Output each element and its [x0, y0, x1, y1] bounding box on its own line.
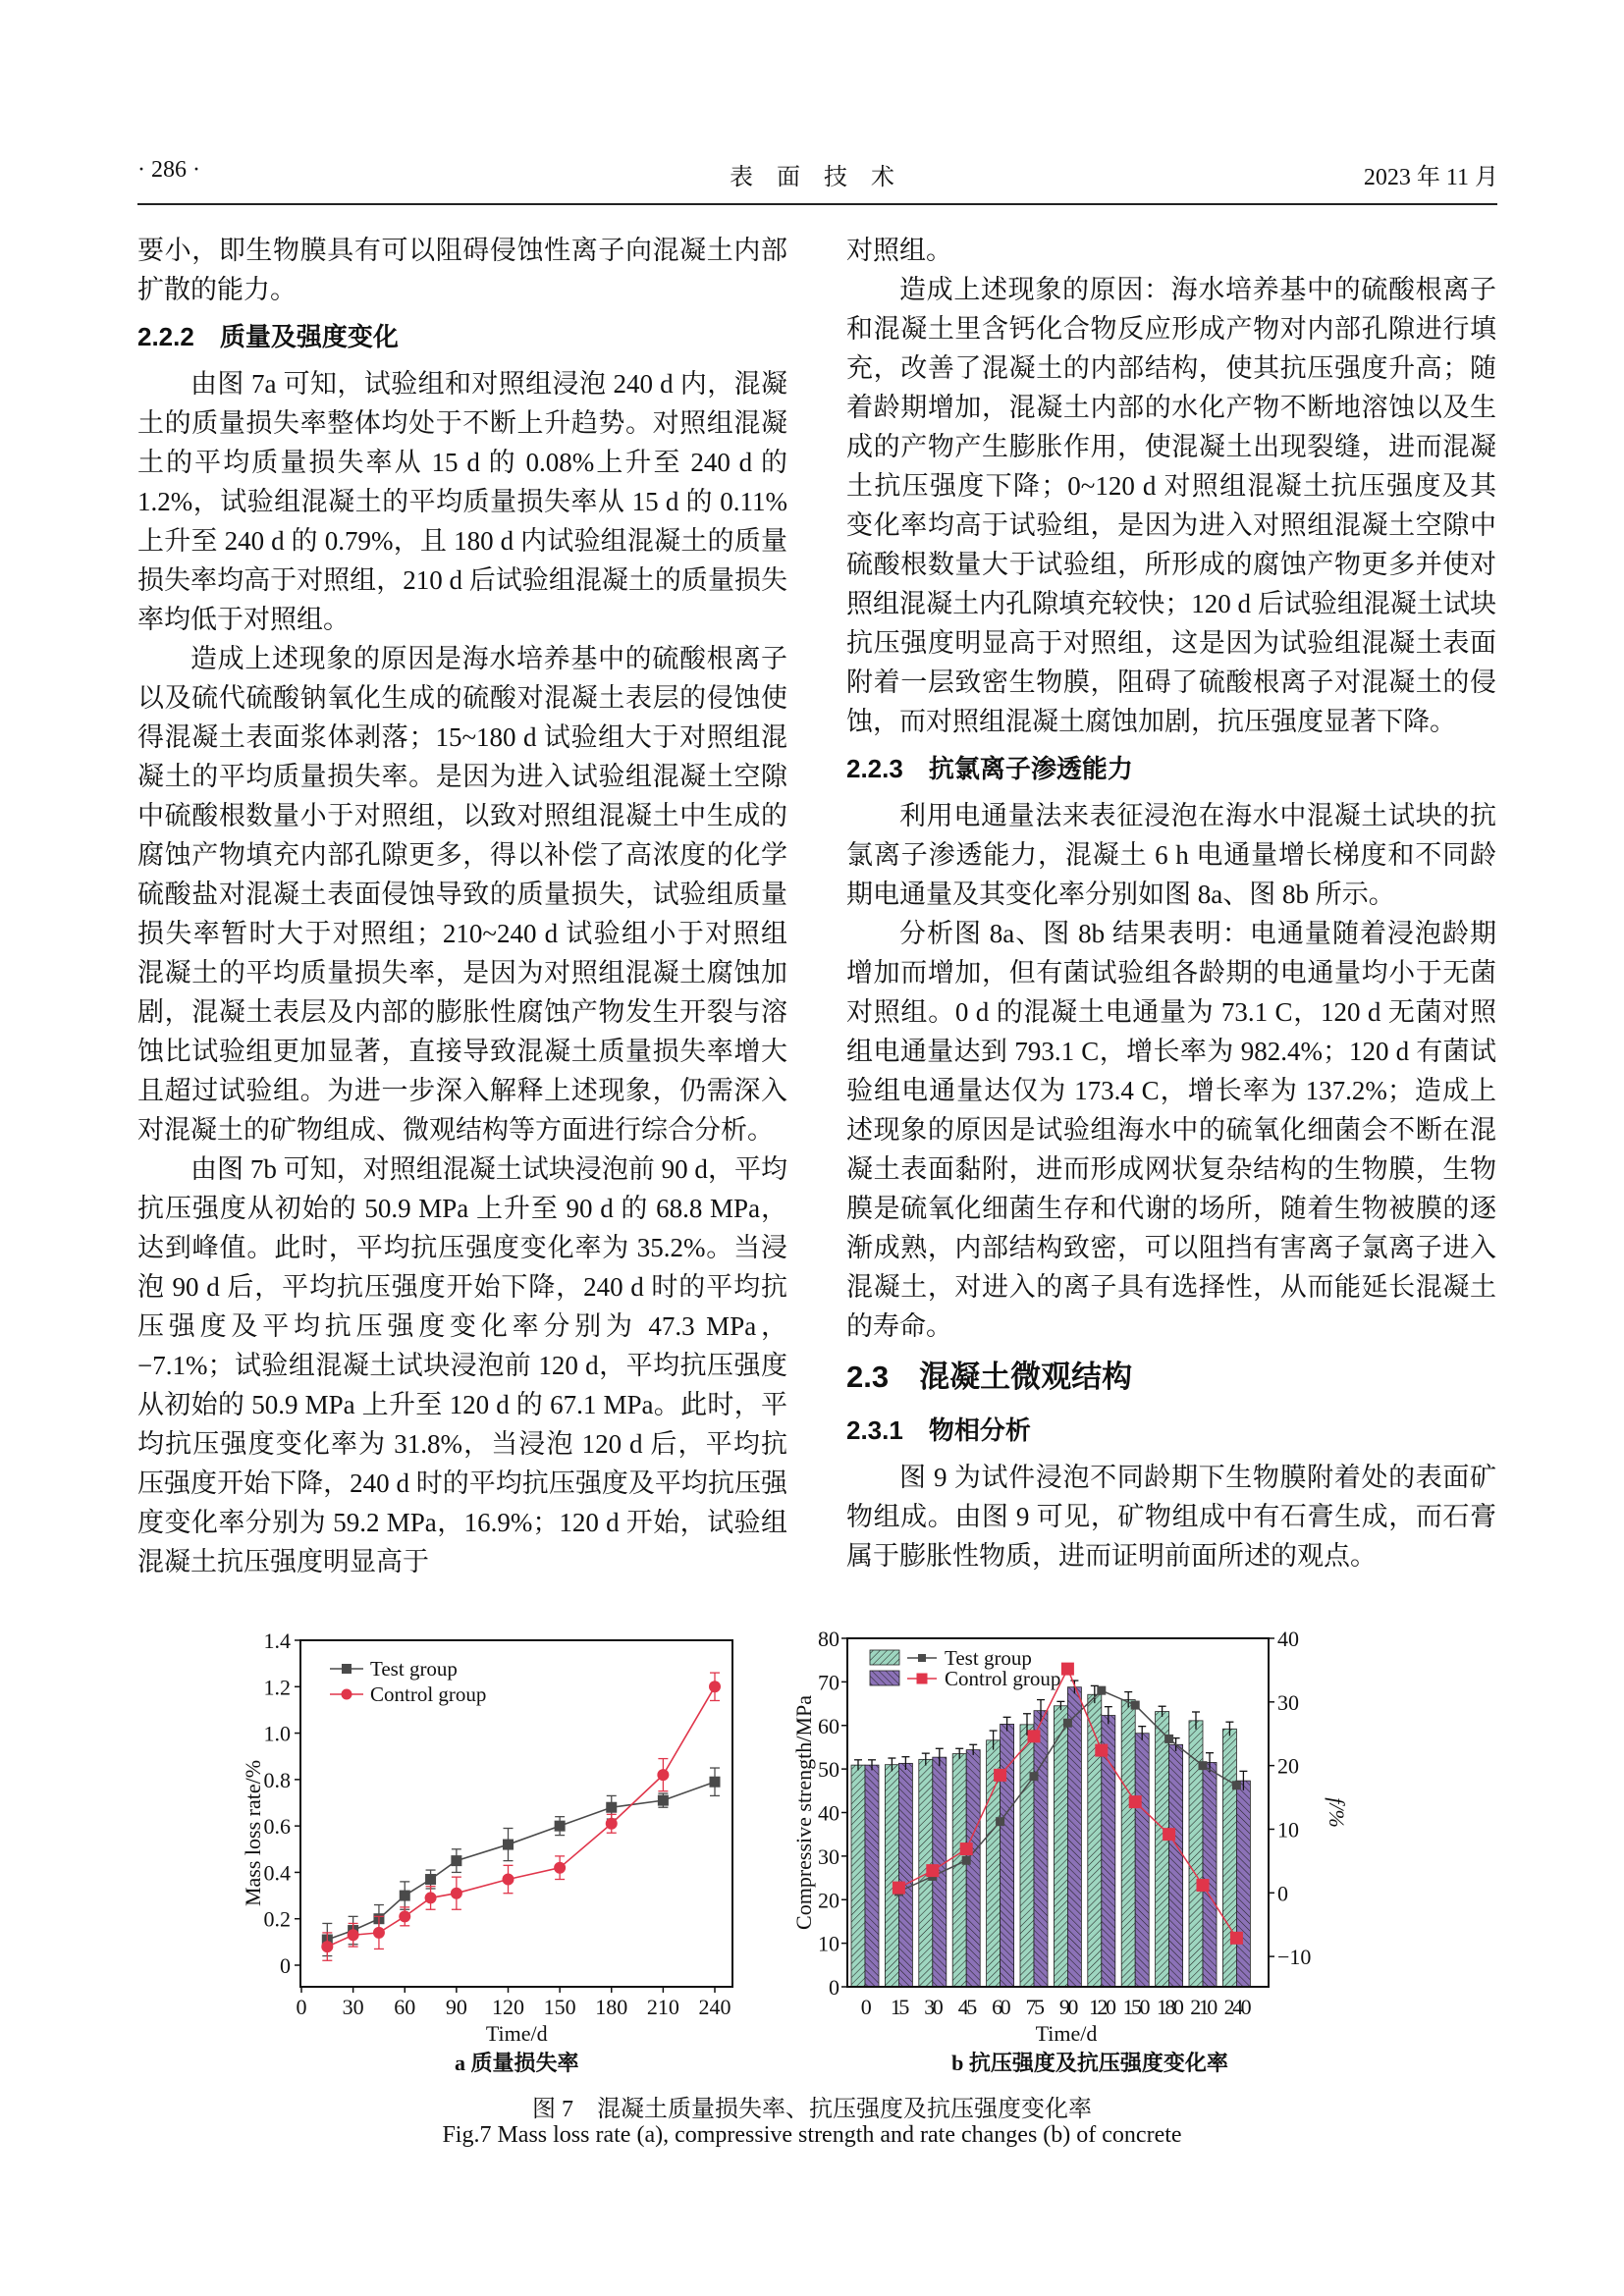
data-point	[606, 1802, 617, 1813]
y2-tick-label: 0	[1277, 1881, 1288, 1906]
x-tick-label: 210	[646, 1995, 679, 2019]
x-tick-label: 150	[1122, 1995, 1148, 2019]
y-axis-label: Mass loss rate/%	[241, 1759, 265, 1907]
data-point	[348, 1929, 359, 1941]
data-point	[503, 1874, 514, 1886]
x-tick-label: 45	[957, 1995, 975, 2019]
y-tick-label: 0.8	[263, 1767, 291, 1792]
issue-date: 2023 年 11 月	[1363, 165, 1498, 190]
bar-test	[1121, 1700, 1135, 1987]
rate-point	[1163, 1828, 1175, 1841]
data-point	[425, 1892, 437, 1903]
legend-marker	[342, 1689, 352, 1700]
right-column	[846, 231, 1496, 1575]
y-tick-label: 0.2	[263, 1906, 291, 1932]
rate-point	[1199, 1761, 1208, 1770]
rate-point	[1061, 1663, 1074, 1676]
y-tick-label: 0	[829, 1975, 839, 2000]
compressive-strength-chart	[785, 1620, 1384, 2081]
legend-patch	[870, 1671, 899, 1685]
bar-test	[885, 1765, 898, 1987]
subcaption: a 质量损失率	[455, 2051, 579, 2075]
bar-test	[851, 1765, 865, 1987]
x-tick-label: 0	[860, 1995, 870, 2019]
y-tick-label: 1.0	[263, 1721, 291, 1746]
rate-point	[1095, 1744, 1108, 1757]
series-line-test	[327, 1782, 715, 1940]
x-axis-label: Time/d	[485, 2021, 548, 2046]
data-point	[321, 1941, 333, 1952]
x-tick-label: 15	[890, 1995, 907, 2019]
x-tick-label: 120	[1089, 1995, 1114, 2019]
data-point	[710, 1777, 721, 1788]
y-tick-label: 1.2	[263, 1675, 291, 1700]
rate-point	[1197, 1879, 1210, 1892]
bar-control	[898, 1763, 912, 1987]
bar-test	[952, 1754, 966, 1987]
bar-test	[1222, 1729, 1236, 1987]
data-point	[503, 1840, 514, 1850]
data-point	[451, 1855, 461, 1866]
bar-control	[1203, 1762, 1217, 1987]
data-point	[554, 1862, 566, 1874]
x-tick-label: 210	[1190, 1995, 1216, 2019]
data-point	[658, 1795, 669, 1806]
y2-tick-label: 10	[1277, 1817, 1299, 1842]
data-point	[606, 1818, 618, 1830]
rate-point	[1232, 1781, 1241, 1789]
legend-patch	[870, 1650, 899, 1665]
legend-label: Test group	[370, 1657, 458, 1681]
rate-point	[1028, 1730, 1041, 1742]
paragraph: 造成上述现象的原因：海水培养基中的硫酸根离子和混凝土里含钙化合物反应形成产物对内部孔隙进行填充，改善了混凝土的内部结构，使其抗压强度升高；随着龄期增加，混凝土内部的水化产物不断地溶蚀以及生成的产物产生膨胀作用，使混凝土出现裂缝，进而混凝土抗压强度下降；0~120 d 对照组混凝土抗压强度及其变化率均高于试验组，是因为进入对照组混凝土空隙中硫酸根数量大于试验组，所形成的腐蚀产物更多并使对照组混凝土内孔隙填充较快；120 d 后试验组混凝土试块抗压强度明显高于对照组，这是因为试验组混凝土表面附着一层致密生物膜，阻碍了硫酸根离子对混凝土的侵蚀，而对照组混凝土腐蚀加剧，抗压强度显著下降。	[846, 275, 1496, 736]
rate-point	[1097, 1686, 1106, 1695]
bar-control	[1236, 1781, 1250, 1987]
bar-control	[1169, 1744, 1183, 1987]
x-tick-label: 180	[595, 1995, 628, 2019]
y2-tick-label: 30	[1277, 1689, 1299, 1715]
bar-control	[1034, 1711, 1048, 1987]
data-point	[657, 1769, 669, 1781]
section-heading-2-2-3: 2.2.3 抗氯离子渗透能力	[846, 754, 1133, 783]
paragraph: 利用电通量法来表征浸泡在海水中混凝土试块的抗氯离子渗透能力，混凝土 6 h 电通量增长梯度和不同龄期电通量及其变化率分别如图 8a、图 8b 所示。	[846, 801, 1496, 909]
paragraph: 图 9 为试件浸泡不同龄期下生物膜附着处的表面矿物组成。由图 9 可见，矿物组成中有石膏生成，而石膏属于膨胀性物质，进而证明前面所述的观点。	[846, 1463, 1496, 1571]
y-tick-label: 0.4	[263, 1860, 291, 1886]
data-point	[373, 1927, 385, 1939]
y2-axis-label: f/%	[1325, 1797, 1349, 1828]
rate-point	[994, 1769, 1006, 1782]
x-tick-label: 60	[394, 1995, 416, 2019]
legend-marker	[918, 1654, 926, 1662]
x-tick-label: 90	[1058, 1995, 1076, 2019]
series-line-control	[327, 1686, 715, 1947]
rate-point	[1164, 1735, 1173, 1743]
plot-frame	[300, 1640, 732, 1987]
bar-control	[1001, 1724, 1014, 1987]
legend-label: Control group	[370, 1682, 487, 1706]
y-tick-label: 0.6	[263, 1814, 291, 1840]
paragraph: 造成上述现象的原因是海水培养基中的硫酸根离子以及硫代硫酸钠氧化生成的硫酸对混凝土表层的侵蚀使得混凝土表面浆体剥落；15~180 d 试验组大于对照组混凝土的平均质量损失率。是因为进入试验组混凝土空隙中硫酸根数量小于对照组，以致对照组混凝土中生成的腐蚀产物填充内部孔隙更多，得以补偿了高浓度的化学硫酸盐对混凝土表面侵蚀导致的质量损失，试验组质量损失率暂时大于对照组；210~240 d 试验组小于对照组混凝土的平均质量损失率，是因为对照组混凝土腐蚀加剧，混凝土表层及内部的膨胀性腐蚀产物发生开裂与溶蚀比试验组更加显著，直接导致混凝土质量损失率增大且超过试验组。为进一步深入解释上述现象，仍需深入对混凝土的矿物组成、微观结构等方面进行综合分析。	[137, 644, 787, 1145]
x-tick-label: 60	[992, 1995, 1009, 2019]
header-rule	[137, 203, 1497, 205]
y-axis-label: Compressive strength/MPa	[791, 1695, 816, 1930]
subcaption: b 抗压强度及抗压强度变化率	[951, 2051, 1228, 2075]
x-tick-label: 90	[445, 1995, 467, 2019]
section-heading-2-2-2: 2.2.2 质量及强度变化	[137, 322, 399, 351]
x-tick-label: 180	[1156, 1995, 1182, 2019]
data-point	[425, 1874, 436, 1885]
bar-control	[966, 1750, 980, 1987]
y2-tick-label: 40	[1277, 1627, 1299, 1651]
y-tick-label: 50	[818, 1757, 839, 1783]
legend-label: Test group	[945, 1646, 1032, 1670]
left-column	[137, 231, 787, 1581]
paragraph: 由图 7b 可知，对照组混凝土试块浸泡前 90 d，平均抗压强度从初始的 50.9 MPa 上升至 90 d 的 68.8 MPa，达到峰值。此时，平均抗压强度变化率为 35.2%。当浸泡 90 d 后，平均抗压强度开始下降，240 d 时的平均抗压强度及平均抗压强度变化率分别为 47.3 MPa，−7.1%；试验组混凝土试块浸泡前 120 d，平均抗压强度从初始的 50.9 MPa 上升至 120 d 的 67.1 MPa。此时，平均抗压强度变化率为 31.8%，当浸泡 120 d 后，平均抗压强度开始下降，240 d 时的平均抗压强度及平均抗压强度变化率分别为 59.2 MPa，16.9%；120 d 开始，试验组混凝土抗压强度明显高于	[137, 1154, 787, 1576]
x-tick-label: 240	[1223, 1995, 1250, 2019]
rate-point	[926, 1864, 939, 1877]
legend-marker	[917, 1674, 928, 1684]
rate-point	[1131, 1701, 1140, 1710]
data-point	[400, 1891, 410, 1901]
section-heading-2-3-1: 2.3.1 物相分析	[846, 1415, 1031, 1445]
legend-marker	[342, 1664, 352, 1674]
paragraph: 对照组。	[846, 236, 952, 265]
paragraph: 由图 7a 可知，试验组和对照组浸泡 240 d 内，混凝土的质量损失率整体均处于不断上升趋势。对照组混凝土的平均质量损失率从 15 d 的 0.08%上升至 240 d 的 1.2%，试验组混凝土的平均质量损失率从 15 d 的 0.11%上升至 240 d 的 0.79%，且 180 d 内试验组混凝土的质量损失率均高于对照组，210 d 后试验组混凝土的质量损失率均低于对照组。	[137, 369, 787, 634]
bar-control	[1067, 1687, 1081, 1987]
data-point	[555, 1821, 566, 1832]
page-number: · 286 ·	[137, 157, 200, 183]
y-tick-label: 40	[818, 1800, 839, 1826]
bar-control	[1135, 1734, 1149, 1987]
rate-point	[1129, 1795, 1142, 1808]
journal-title: 表 面 技 术	[730, 165, 894, 190]
x-tick-label: 75	[1025, 1995, 1043, 2019]
x-tick-label: 30	[924, 1995, 942, 2019]
y-tick-label: 80	[818, 1627, 839, 1651]
data-point	[451, 1888, 462, 1899]
y-tick-label: 0	[280, 1953, 291, 1978]
y2-tick-label: −10	[1277, 1945, 1312, 1970]
x-tick-label: 120	[492, 1995, 524, 2019]
y-tick-label: 1.4	[263, 1629, 291, 1653]
paragraph: 分析图 8a、图 8b 结果表明：电通量随着浸泡龄期增加而增加，但有菌试验组各龄期的电通量均小于无菌对照组。0 d 的混凝土电通量为 73.1 C，120 d 无菌对照组电通量达到 793.1 C，增长率为 982.4%；120 d 有菌试验组电通量达仅为 173.4 C，增长率为 137.2%；造成上述现象的原因是试验组海水中的硫氧化细菌会不断在混凝土表面黏附，进而形成网状复杂结构的生物膜，生物膜是硫氧化细菌生存和代谢的场所，随着生物被膜的逐渐成熟，内部结构致密，可以阻挡有害离子氯离子进入混凝土，对进入的离子具有选择性，从而能延长混凝土的寿命。	[846, 919, 1496, 1341]
bar-test	[1020, 1725, 1034, 1987]
x-tick-label: 0	[296, 1995, 307, 2019]
bar-test	[1156, 1712, 1169, 1987]
mass-loss-chart	[236, 1620, 785, 2081]
figure-caption-cn: 图 7 混凝土质量损失率、抗压强度及抗压强度变化率	[532, 2097, 1092, 2122]
y-tick-label: 20	[818, 1888, 839, 1913]
rate-point	[1230, 1932, 1243, 1945]
rate-point	[1030, 1772, 1039, 1781]
x-axis-label: Time/d	[1035, 2021, 1098, 2046]
section-heading-2-3: 2.3 混凝土微观结构	[846, 1360, 1133, 1394]
x-tick-label: 30	[342, 1995, 364, 2019]
y-tick-label: 60	[818, 1713, 839, 1738]
y-tick-label: 30	[818, 1843, 839, 1869]
paragraph: 要小，即生物膜具有可以阻碍侵蚀性离子向混凝土内部扩散的能力。	[137, 236, 787, 304]
bar-control	[865, 1765, 879, 1987]
data-point	[399, 1910, 410, 1922]
rate-point	[1063, 1719, 1072, 1728]
x-tick-label: 150	[543, 1995, 576, 2019]
x-tick-label: 240	[698, 1995, 731, 2019]
data-point	[709, 1681, 721, 1692]
bar-test	[1054, 1706, 1067, 1987]
legend-label: Control group	[945, 1667, 1061, 1690]
y-tick-label: 10	[818, 1931, 839, 1956]
rate-point	[962, 1856, 971, 1865]
rate-point	[893, 1882, 905, 1895]
rate-point	[960, 1842, 973, 1855]
y-tick-label: 70	[818, 1670, 839, 1695]
y2-tick-label: 20	[1277, 1753, 1299, 1779]
figure-caption-en: Fig.7 Mass loss rate (a), compressive strength and rate changes (b) of concrete	[442, 2122, 1182, 2148]
bar-test	[1088, 1694, 1102, 1987]
rate-point	[996, 1817, 1004, 1826]
